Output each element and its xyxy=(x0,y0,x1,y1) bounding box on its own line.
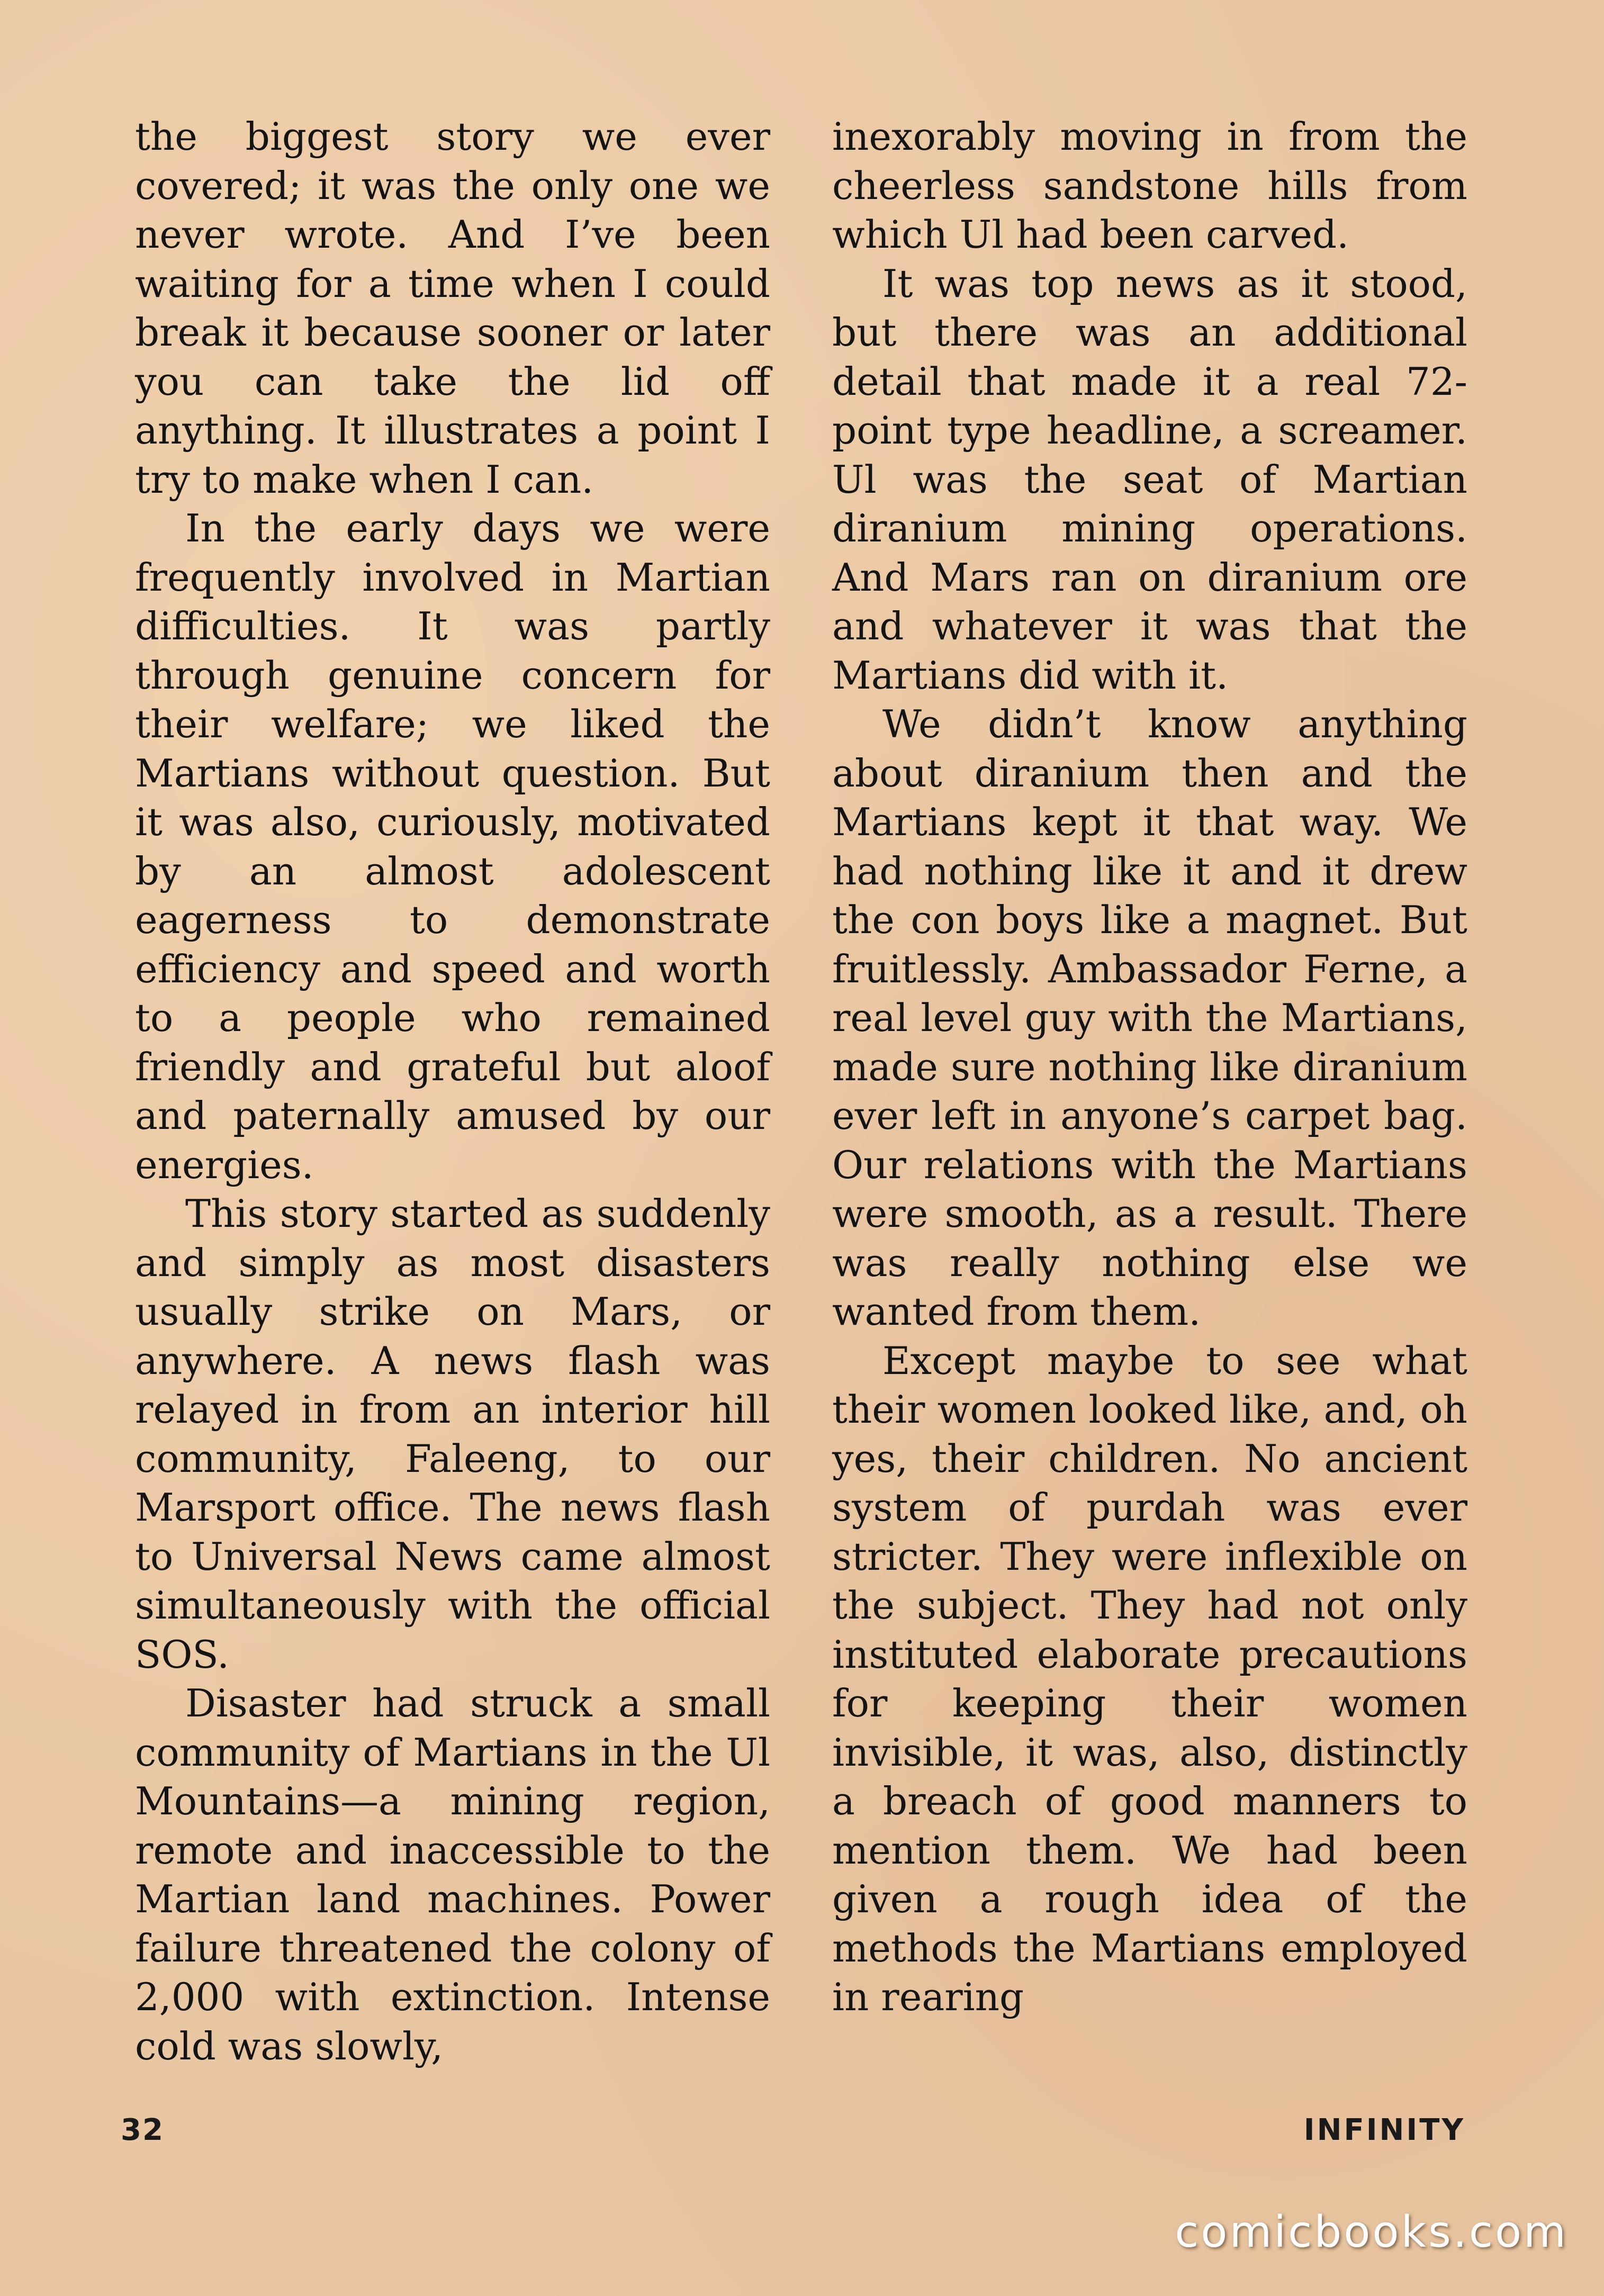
text-column-right xyxy=(832,112,1467,2022)
paragraph: This story started as suddenly and simply as most disasters usually strike on Mars, or anywhere. A news flash was relayed in from an interior hill community, Faleeng, to our Marsport office. The news flash to Universal News came almost simultaneously with the official SOS. xyxy=(135,1191,770,1677)
watermark: comicbooks.com xyxy=(1175,2207,1568,2257)
paragraph: Disaster had struck a small community of Martians in the Ul Mountains—a mining region, remote and inaccessible to the Martian land machines. Power failure threatened the colony of 2,000 with extinction. Intense cold was slowly, xyxy=(135,1681,770,2068)
page-number: 32 xyxy=(121,2113,164,2147)
magazine-title: INFINITY xyxy=(1303,2113,1465,2147)
paragraph: Except maybe to see what their women looked like, and, oh yes, their children. No ancient system of purdah was ever stricter. They were inflexible on the subject. They had not only instituted elaborate precautions for keeping their women invisible, it was, also, distinctly a breach of good manners to mention them. We had been given a rough idea of the methods the Martians employed in rearing xyxy=(832,1338,1467,2019)
paragraph: the biggest story we ever covered; it was the only one we never wrote. And I’ve been waiting for a time when I could break it because sooner or later you can take the lid off anything. It illustrates a point I try to make when I can. xyxy=(135,114,770,502)
paragraph: inexorably moving in from the cheerless sandstone hills from which Ul had been carved. xyxy=(832,114,1467,257)
paragraph: In the early days we were frequently involved in Martian difficulties. It was partly through genuine concern for their welfare; we liked the Martians without question. But it was also, curiously, motivated by an almost adolescent eagerness to demonstrate efficiency and speed and worth to a people who remained friendly and grateful but aloof and paternally amused by our energies. xyxy=(135,506,770,1187)
paragraph: It was top news as it stood, but there was an additional detail that made it a real 72-point type headline, a screamer. Ul was the seat of Martian diranium mining operations. And Mars ran on diranium ore and whatever it was that the Martians did with it. xyxy=(832,261,1467,698)
paragraph: We didn’t know anything about diranium then and the Martians kept it that way. We had nothing like it and it drew the con boys like a magnet. But fruitlessly. Ambassador Ferne, a real level guy with the Martians, made sure nothing like diranium ever left in anyone’s carpet bag. Our relations with the Martians were smooth, as a result. There was really nothing else we wanted from them. xyxy=(832,702,1467,1334)
text-column-left xyxy=(135,112,770,2071)
